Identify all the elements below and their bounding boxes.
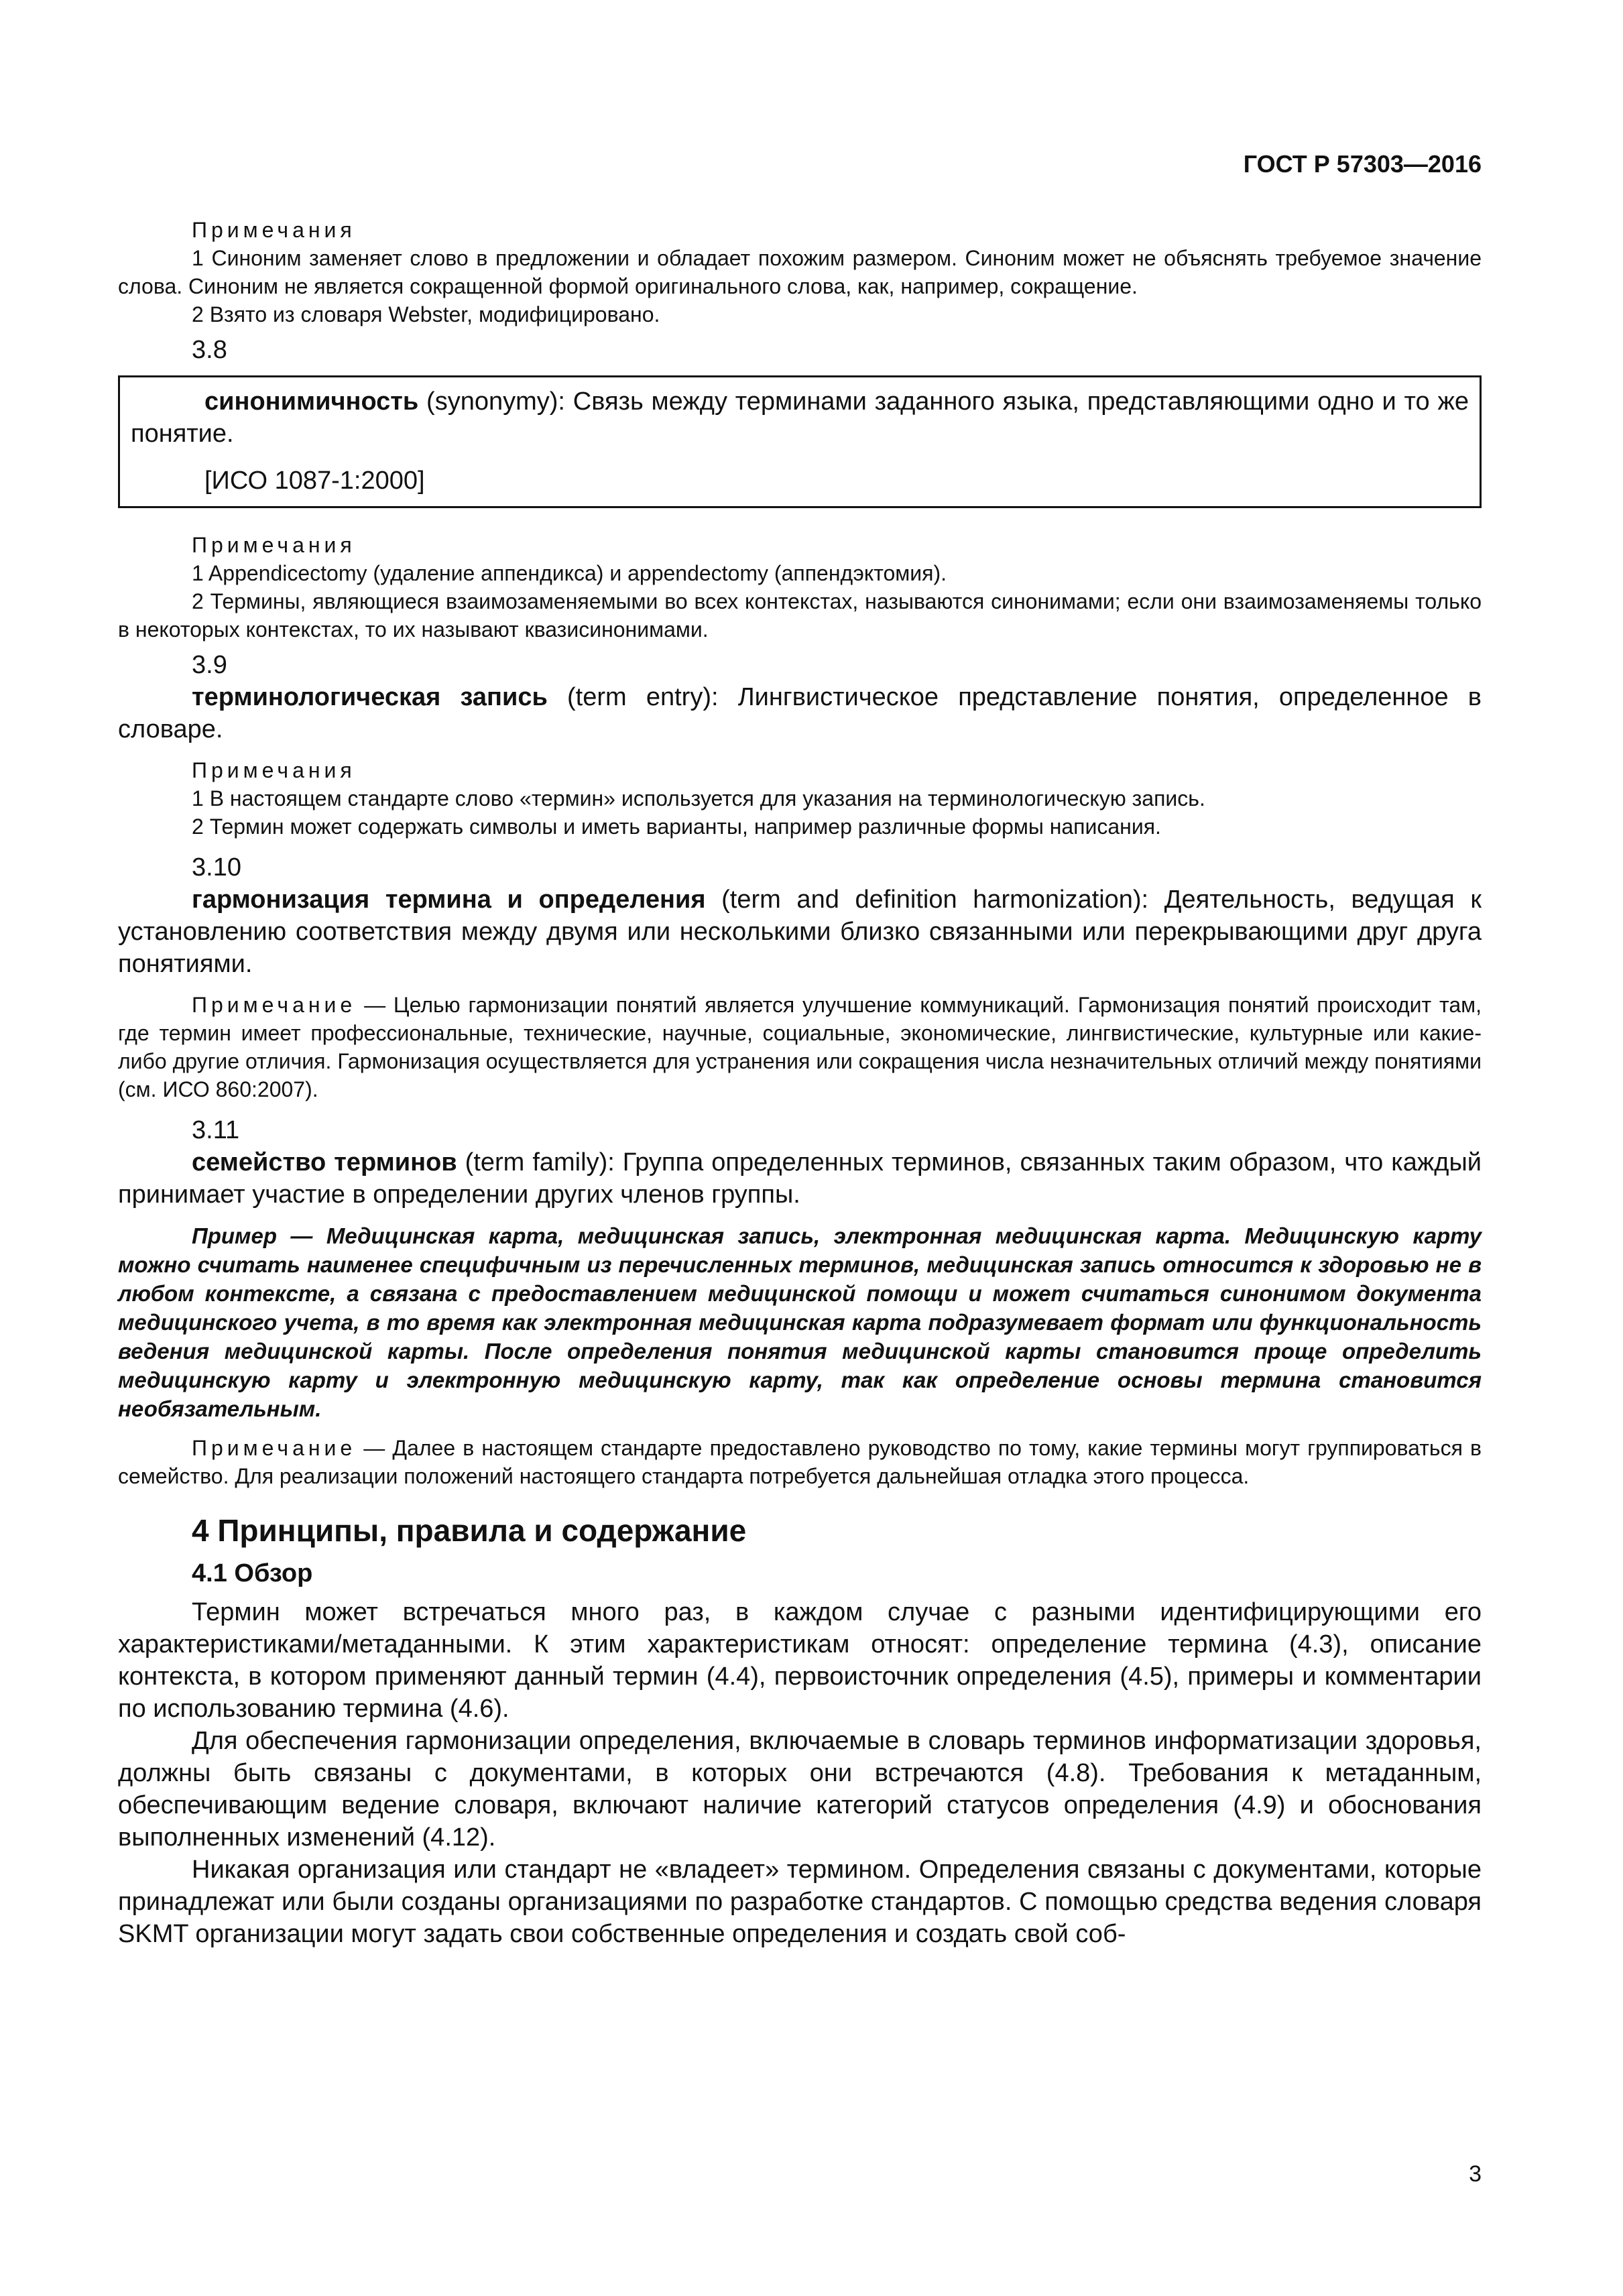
definition-source: [ИСО 1087-1:2000]: [204, 467, 425, 495]
note-label: Примечание: [192, 993, 357, 1017]
subsection-heading: 4.1 Обзор: [192, 1559, 313, 1587]
definition-text: (term family): Группа определенных терминов, связанных таким образом, что каждый принимает участие в определении других членов группы.: [118, 1148, 1482, 1209]
term-definition: [118, 1146, 1482, 1211]
note-item: 2 Термин может содержать символы и иметь варианты, например различные формы написания.: [192, 814, 1161, 839]
page-content: [118, 216, 1482, 1950]
note-item: 1 Синоним заменяет слово в предложении и обладает похожим размером. Синоним может не объяснять требуемое значение слова. Синоним не является сокращенной формой оригинального слова, как, например, сокращение.: [118, 246, 1482, 298]
term-definition: [118, 681, 1482, 745]
document-id-header: ГОСТ Р 57303—2016: [1243, 150, 1482, 178]
definition-text: (term entry): Лингвистическое представление понятия, определенное в словаре.: [118, 683, 1482, 743]
term-definition: [118, 884, 1482, 980]
term: семейство терминов: [192, 1148, 457, 1176]
clause-number: 3.8: [192, 336, 227, 364]
document-page: [118, 0, 1482, 2296]
term: синонимичность: [204, 387, 419, 416]
definition-text: (term and definition harmonization): Деятельность, ведущая к установлению соответствия между двумя или несколькими близко связанными или перекрывающими друг друга понятиями.: [118, 886, 1482, 978]
note-item: 2 Термины, являющиеся взаимозаменяемыми во всех контекстах, называются синонимами; если они взаимозаменяемы только в некоторых контекстах, то их называют квазисинонимами.: [118, 589, 1482, 642]
term: гармонизация термина и определения: [192, 886, 706, 914]
body-paragraph: Никакая организация или стандарт не «владеет» термином. Определения связаны с документами, которые принадлежат или были созданы организациями по разработке стандартов. С помощью средства ведения словаря SKMT организации могут задать свои собственные определения и создать свой соб-: [118, 1856, 1482, 1948]
clause-number: 3.11: [192, 1116, 240, 1144]
note-item: 1 В настоящем стандарте слово «термин» используется для указания на терминологическую запись.: [192, 786, 1205, 810]
definition-text: (synonymy): Связь между терминами заданного языка, представляющими одно и то же понятие.: [131, 387, 1469, 448]
notes-label: Примечания: [192, 533, 356, 557]
note-text: — Целью гармонизации понятий является улучшение коммуникаций. Гармонизация понятий происходит там, где термин имеет профессиональные, технические, научные, социальные, экономические, лингвистические, культурные или какие-либо другие отличия. Гармонизация осуществляется для устранения или сокращения числа незначительных отличий между понятиями (см. ИСО 860:2007).: [118, 993, 1482, 1101]
clause-number: 3.10: [192, 853, 241, 882]
example-paragraph: Пример — Медицинская карта, медицинская запись, электронная медицинская карта. Медицинскую карту можно считать наименее специфичным из перечисленных терминов, медицинская запись относится к здоровью не в любом контексте, а связана с предоставлением медицинской помощи и может считаться синонимом документа медицинского учета, в то время как электронная медицинская карта подразумевает формат или функциональность ведения медицинской карты. После определения понятия медицинской карты становится проще определить медицинскую карту и электронную медицинскую карту, так как определение основы термина становится необязательным.: [118, 1223, 1482, 1421]
term-definition: [131, 385, 1469, 450]
section-heading: 4 Принципы, правила и содержание: [192, 1513, 747, 1548]
notes-label: Примечания: [192, 218, 356, 242]
body-paragraph: Для обеспечения гармонизации определения, включаемые в словарь терминов информатизации здоровья, должны быть связаны с документами, в которых они встречаются (4.8). Требования к метаданным, обеспечивающим ведение словаря, включают наличие категорий статусов определения (4.9) и обоснования выполненных изменений (4.12).: [118, 1727, 1482, 1852]
notes-label: Примечания: [192, 758, 356, 782]
note-paragraph: [118, 991, 1482, 1103]
note-item: 1 Appendicectomy (удаление аппендикса) и appendectomy (аппендэктомия).: [192, 561, 947, 585]
note-paragraph: [118, 1434, 1482, 1490]
clause-number: 3.9: [192, 651, 227, 679]
note-item: 2 Взято из словаря Webster, модифицировано.: [192, 302, 660, 326]
term: терминологическая запись: [192, 683, 548, 711]
note-label: Примечание: [192, 1436, 357, 1460]
note-text: — Далее в настоящем стандарте предоставлено руководство по тому, какие термины могут группироваться в семейство. Для реализации положений настоящего стандарта потребуется дальнейшая отладка этого процесса.: [118, 1436, 1482, 1488]
page-number: 3: [1469, 2161, 1482, 2187]
body-paragraph: Термин может встречаться много раз, в каждом случае с разными идентифицирующими его характеристиками/метаданными. К этим характеристикам относят: определение термина (4.3), описание контекста, в котором применяют данный термин (4.4), первоисточник определения (4.5), примеры и комментарии по использованию термина (4.6).: [118, 1598, 1482, 1723]
definition-box: [118, 375, 1482, 508]
